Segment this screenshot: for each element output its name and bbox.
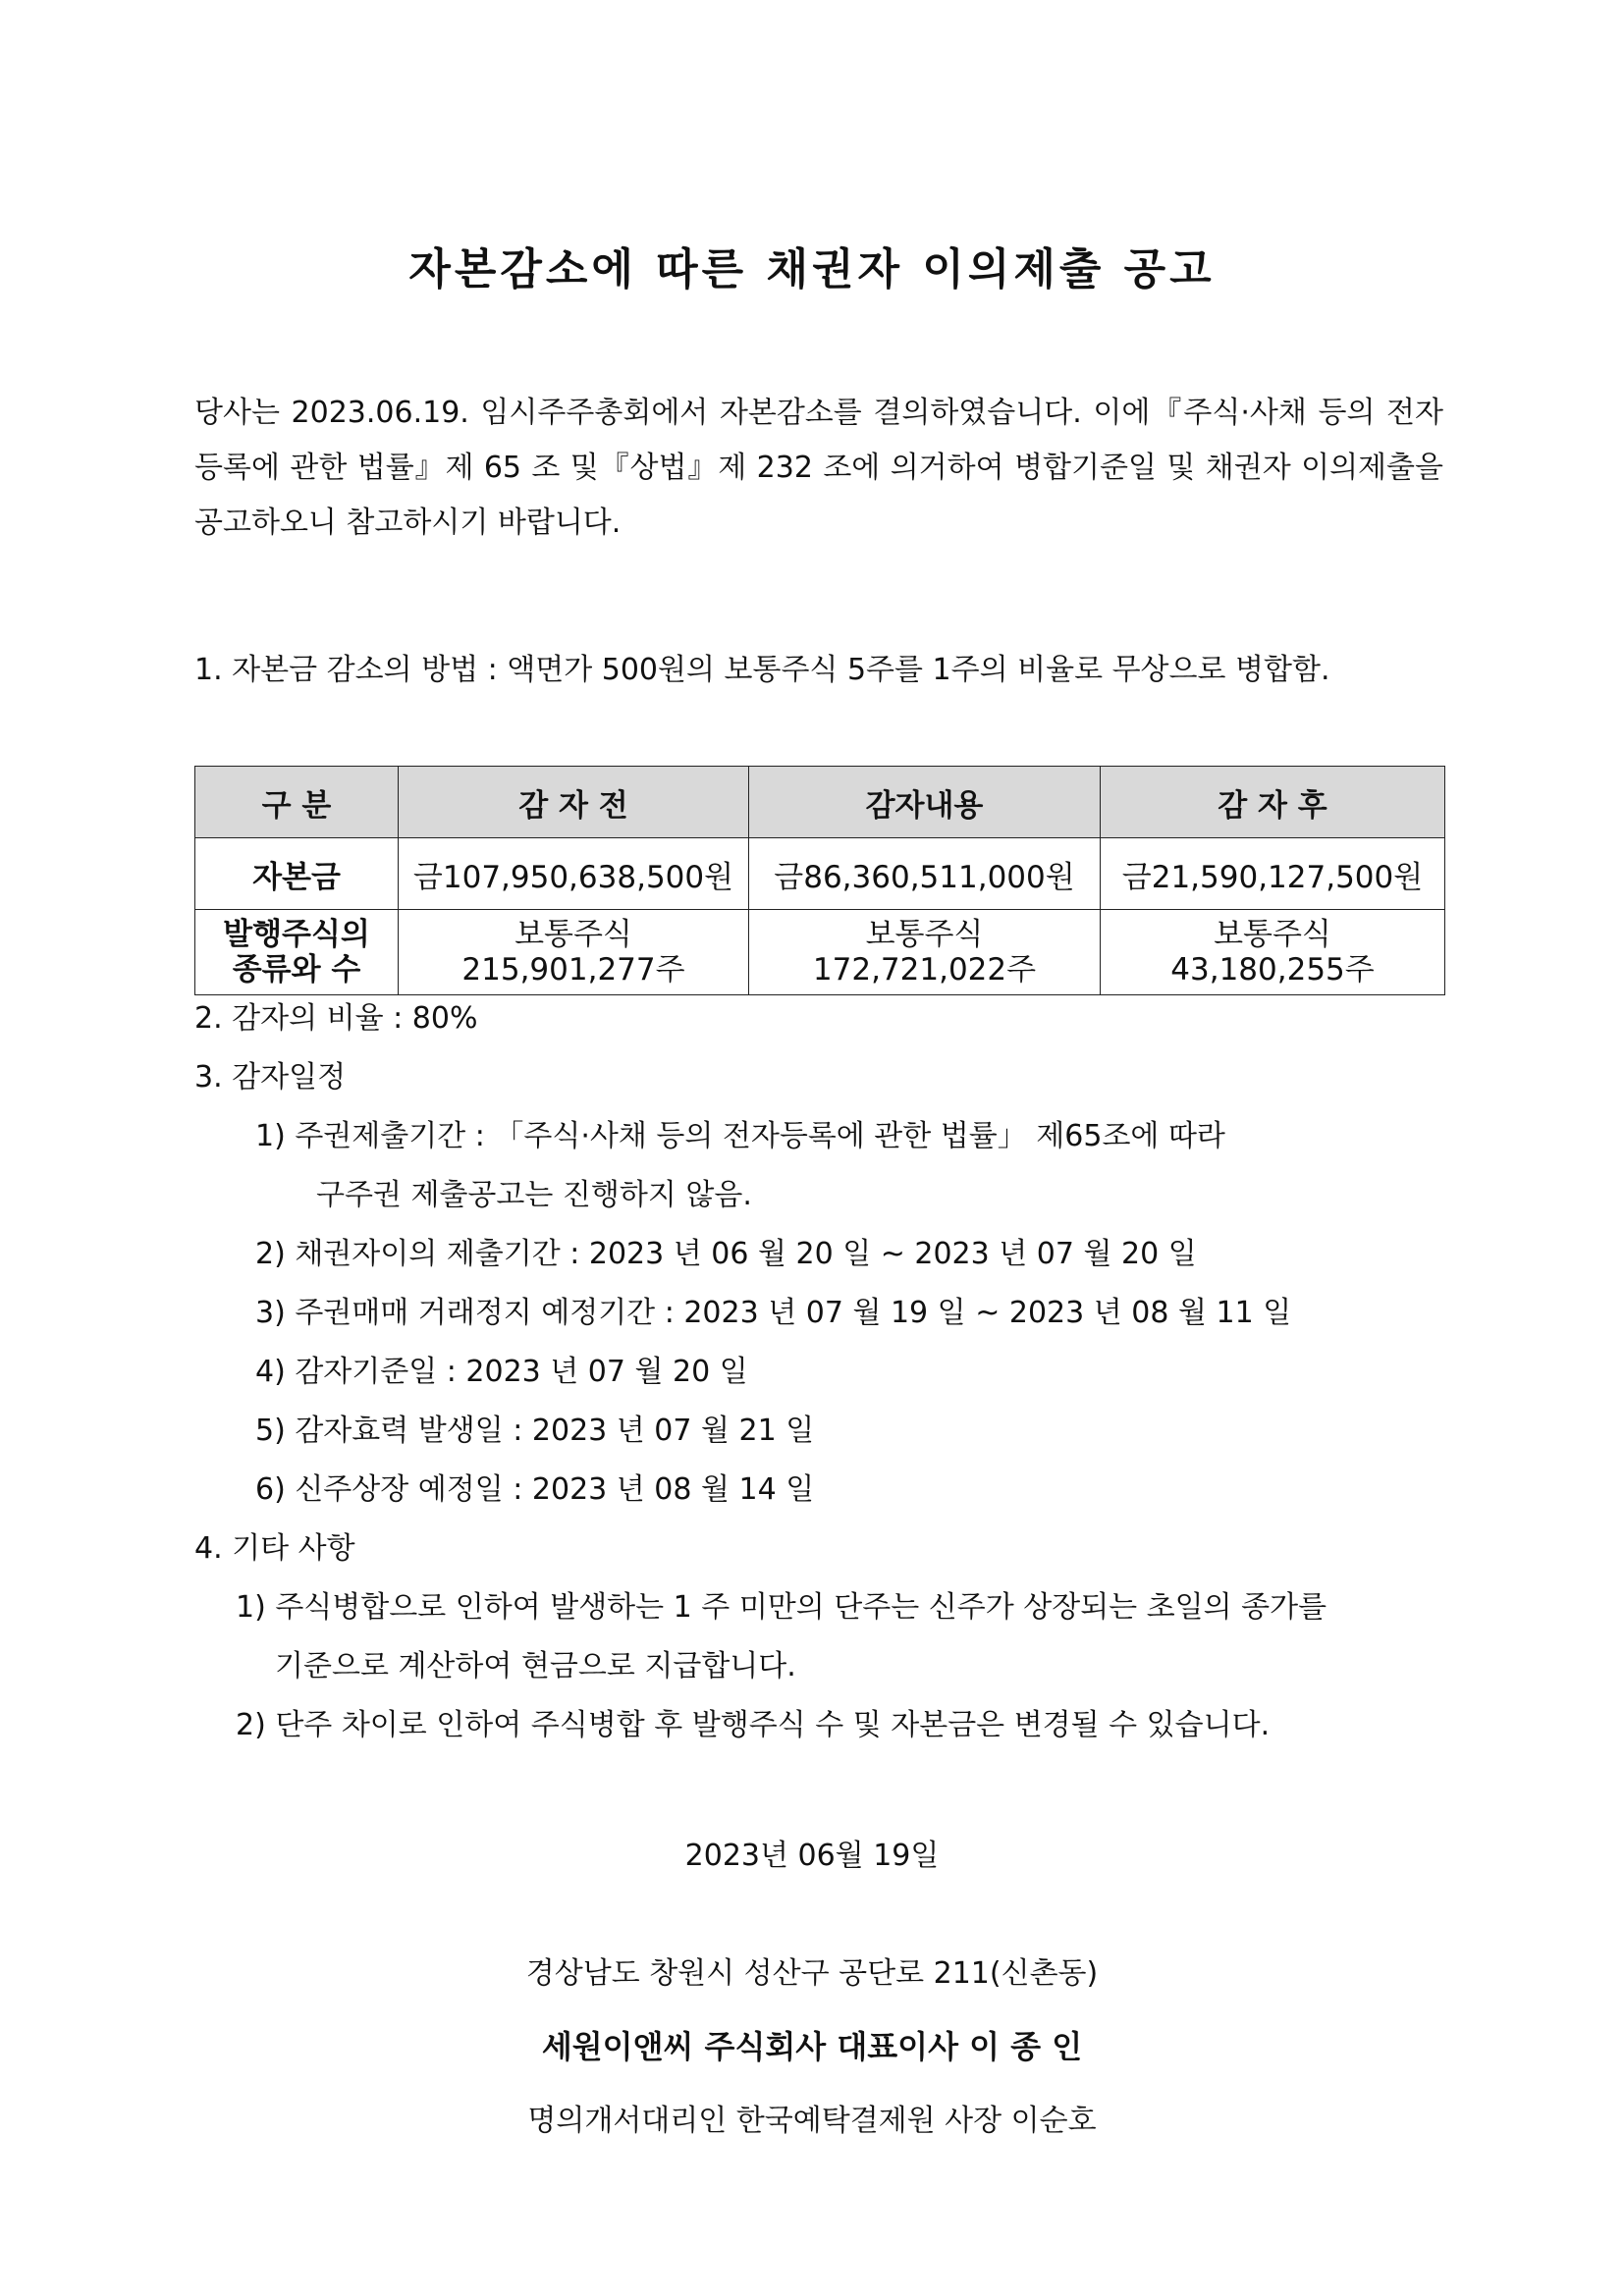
schedule-item-2: 2) 채권자이의 제출기간 : 2023 년 06 월 20 일 ~ 2023 년 07 월 20 일 [255, 1237, 1197, 1271]
row-label-capital: 자본금 [195, 838, 399, 910]
header-before: 감 자 전 [399, 767, 749, 838]
schedule-item-3: 3) 주권매매 거래정지 예정기간 : 2023 년 07 월 19 일 ~ 2023 년 08 월 11 일 [255, 1296, 1292, 1330]
capital-reduction-table [194, 766, 1445, 995]
schedule-item-1-line1: 1) 주권제출기간 : 「주식·사채 등의 전자등록에 관한 법률」 제65조에 따라 [255, 1119, 1225, 1153]
schedule-item-1-line2: 구주권 제출공고는 진행하지 않음. [316, 1178, 752, 1212]
row-label-shares-line2: 종류와 수 [232, 952, 361, 988]
transfer-agent: 명의개서대리인 한국예탁결제원 사장 이순호 [527, 2104, 1097, 2138]
schedule-item-6: 6) 신주상장 예정일 : 2023 년 08 월 14 일 [255, 1472, 815, 1507]
shares-after-count: 43,180,255주 [1170, 952, 1375, 988]
row-label-shares [195, 910, 399, 995]
capital-after: 금21,590,127,500원 [1101, 838, 1445, 910]
section-3-heading: 3. 감자일정 [194, 1060, 347, 1095]
shares-content-count: 172,721,022주 [812, 952, 1037, 988]
company-address: 경상남도 창원시 성산구 공단로 211(신촌동) [525, 1956, 1099, 1991]
shares-before-count: 215,901,277주 [461, 952, 685, 988]
intro-paragraph: 당사는 2023.06.19. 임시주주총회에서 자본감소를 결의하였습니다. 이에『주식·사채 등의 전자등록에 관한 법률』제 65 조 및『상법』제 232 조에 의거하여 병합기준일 및 채권자 이의제출을 공고하오니 참고하시기 바랍니다. [194, 396, 1443, 540]
header-category: 구 분 [195, 767, 399, 838]
document-title: 자본감소에 따른 채권자 이의제출 공고 [408, 244, 1216, 294]
other-item-2: 2) 단주 차이로 인하여 주식병합 후 발행주식 수 및 자본금은 변경될 수 있습니다. [236, 1708, 1271, 1742]
shares-before [399, 910, 749, 995]
shares-before-type: 보통주식 [514, 917, 632, 952]
schedule-item-4: 4) 감자기준일 : 2023 년 07 월 20 일 [255, 1355, 748, 1389]
table-row-shares [195, 910, 1445, 995]
section-4-heading: 4. 기타 사항 [194, 1531, 355, 1566]
shares-after-type: 보통주식 [1214, 917, 1331, 952]
section-1-text: 1. 자본금 감소의 방법 : 액면가 500원의 보통주식 5주를 1주의 비율로 무상으로 병합함. [194, 653, 1330, 687]
shares-content-type: 보통주식 [865, 917, 984, 952]
header-after: 감 자 후 [1101, 767, 1445, 838]
section-2-text: 2. 감자의 비율 : 80% [194, 1001, 478, 1036]
capital-content: 금86,360,511,000원 [749, 838, 1101, 910]
notice-date: 2023년 06월 19일 [684, 1839, 940, 1873]
shares-content [749, 910, 1101, 995]
other-item-1-line2: 기준으로 계산하여 현금으로 지급합니다. [275, 1649, 796, 1683]
header-content: 감자내용 [749, 767, 1101, 838]
capital-before: 금107,950,638,500원 [399, 838, 749, 910]
row-label-shares-line1: 발행주식의 [223, 917, 370, 952]
shares-after [1101, 910, 1445, 995]
table-header-row [195, 767, 1445, 838]
company-representative: 세원이앤씨 주식회사 대표이사 이 종 인 [541, 2028, 1083, 2065]
schedule-item-5: 5) 감자효력 발생일 : 2023 년 07 월 21 일 [255, 1414, 815, 1448]
other-item-1-line1: 1) 주식병합으로 인하여 발생하는 1 주 미만의 단주는 신주가 상장되는 초일의 종가를 [236, 1590, 1327, 1625]
table-row-capital [195, 838, 1445, 910]
